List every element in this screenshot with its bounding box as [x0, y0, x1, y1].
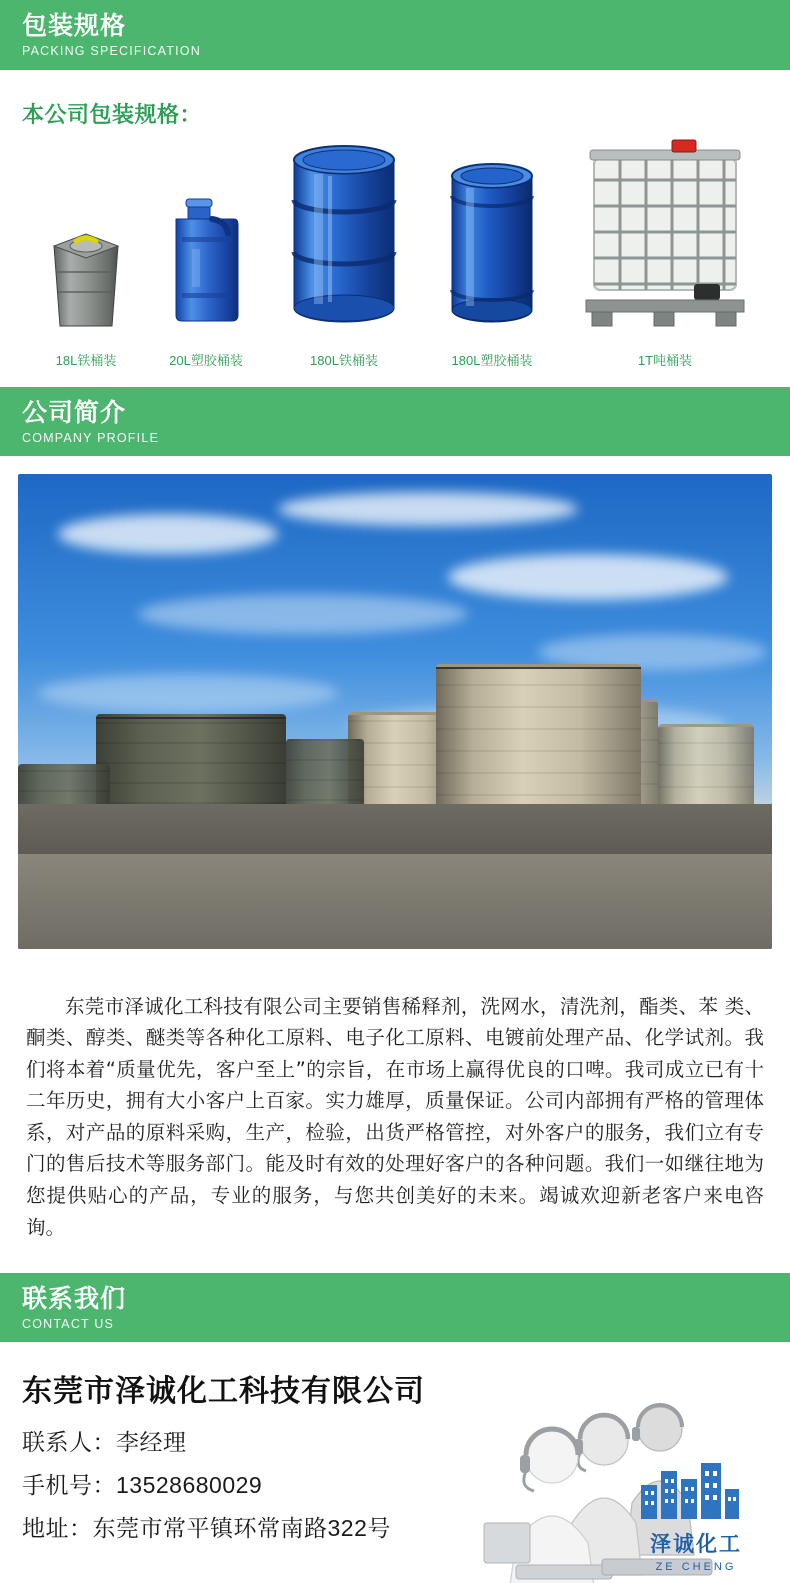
packing-item: [40, 214, 132, 369]
section-title-cn: 联系我们: [22, 1284, 127, 1313]
plastic-jerrycan-20l-icon: [160, 189, 252, 334]
packing-items: [0, 139, 790, 369]
section-header-profile: [0, 387, 790, 457]
logo-text-cn: 泽诚化工: [650, 1533, 742, 1557]
company-logo: [616, 1459, 776, 1573]
contact-company-name: 东莞市泽诚化工科技有限公司: [22, 1375, 425, 1409]
plastic-drum-180l-icon: [436, 152, 548, 334]
profile-photo-wrap: [0, 456, 790, 949]
factory-tank-farm-photo: [18, 474, 772, 949]
packing-item-label: 1T吨桶装: [637, 352, 693, 368]
packing-section: [0, 70, 790, 387]
company-profile-text: 东莞市泽诚化工科技有限公司主要销售稀释剂，洗网水，清洗剂，酯类、苯 类、酮类、醇类、醚类等各种化工原料、电子化工原料、电镀前处理产品、化学试剂。我们将本着“质量优先，客户至上”的宗旨，在市场上赢得优良的口啤。我司成立已有十二年历史，拥有大小客户上百家。实力雄厚，质量保证。公司内部拥有严格的管理体系，对产品的原料采购，生产，检验，出货严格管控，对外客户的服务，我们立有专门的售后技术等服务部门。能及时有效的处理好客户的各种问题。我们一如继往地为您提供贴心的产品，专业的服务，与您共创美好的未来。竭诚欢迎新老客户来电咨询。: [26, 994, 764, 1239]
packing-item-label: 18L铁桶装: [55, 352, 117, 368]
section-title-en: CONTACT US: [22, 1316, 115, 1331]
packing-item-label: 20L塑胶桶装: [169, 352, 243, 368]
contact-person: 联系人：李经理: [22, 1429, 187, 1456]
section-header-packing: [0, 0, 790, 70]
contact-section: [0, 1342, 790, 1583]
section-title-cn: 包装规格: [22, 12, 127, 40]
packing-item: [280, 134, 408, 369]
steel-drum-180l-icon: [280, 134, 408, 334]
contact-address: 地址：东莞市常平镇环常南路322号: [22, 1515, 391, 1542]
packing-item: [436, 152, 548, 369]
logo-text-en: ZE CHENG: [655, 1561, 737, 1574]
section-title-en: COMPANY PROFILE: [22, 430, 160, 445]
ibc-tote-1t-icon: [576, 134, 754, 334]
packing-item-label: 180L塑胶桶装: [451, 352, 533, 368]
packing-item-label: 180L铁桶装: [310, 352, 378, 368]
section-title-en: PACKING SPECIFICATION: [22, 44, 201, 58]
packing-subtitle: 本公司包装规格：: [22, 101, 203, 127]
steel-pail-18l-icon: [40, 214, 132, 334]
contact-phone[interactable]: 手机号：13528680029: [22, 1472, 263, 1499]
building-logo-icon: [621, 1459, 771, 1523]
section-header-contact: [0, 1273, 790, 1343]
packing-item: [160, 189, 252, 369]
packing-item: [576, 134, 754, 369]
section-title-cn: 公司简介: [22, 398, 127, 427]
